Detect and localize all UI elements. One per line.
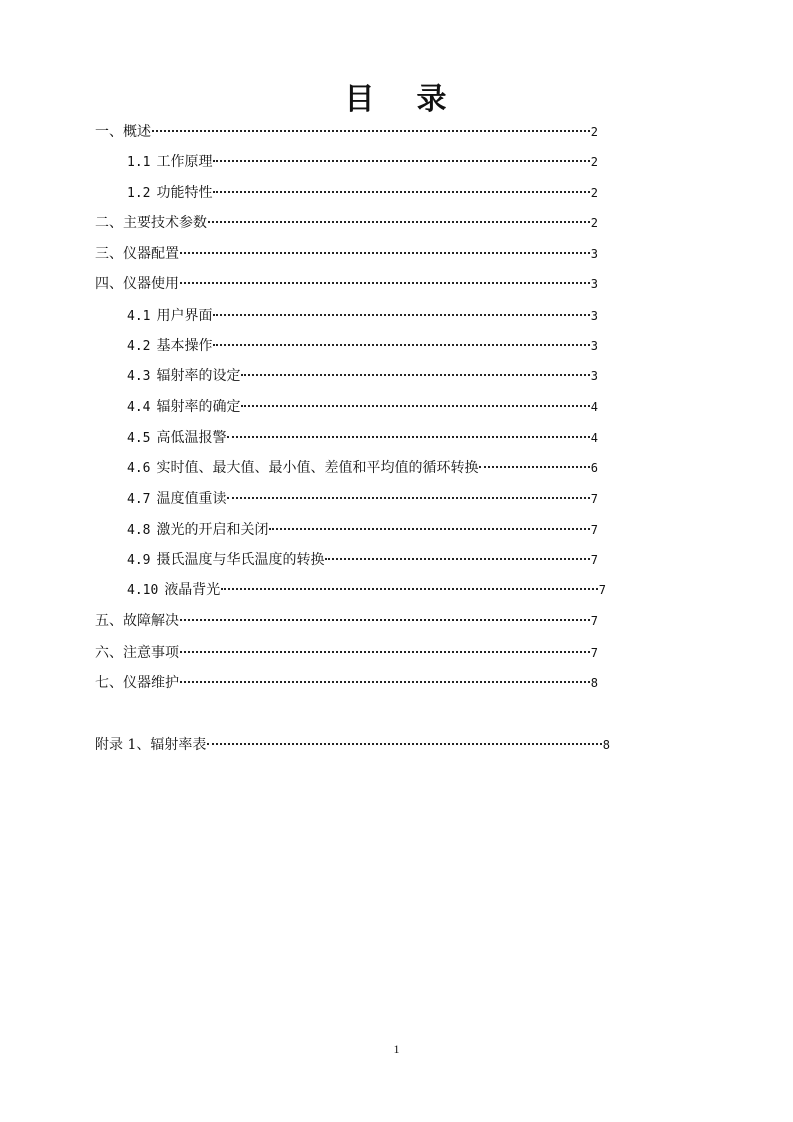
leader-dots [479, 466, 589, 468]
toc-entry-page: 3 [590, 247, 598, 261]
toc-entry-number: 1.1 [127, 155, 151, 170]
leader-dots [213, 314, 589, 316]
toc-entry-label: 激光的开启和关闭 [156, 522, 269, 538]
toc-entry-page: 3 [590, 339, 598, 353]
toc-entry-page: 4 [590, 431, 598, 445]
toc-entry-label: 摄氏温度与华氏温度的转换 [156, 552, 325, 568]
toc-entry-page: 7 [590, 492, 598, 506]
toc-entry[interactable] [127, 428, 598, 448]
toc-entry-number: 4.9 [127, 553, 151, 568]
toc-entry-label: 辐射率的确定 [156, 399, 241, 415]
leader-dots [180, 619, 590, 621]
toc-entry-page: 6 [590, 461, 598, 475]
toc-entry[interactable] [127, 520, 598, 540]
leader-dots [241, 374, 589, 376]
toc-entry[interactable] [95, 735, 610, 755]
toc-entry-label: 一、概述 [95, 124, 151, 140]
toc-entry-page: 7 [590, 553, 598, 567]
toc-entry[interactable] [127, 336, 598, 356]
toc-entry-page: 3 [590, 309, 598, 323]
toc-entry-label: 二、主要技术参数 [95, 215, 207, 231]
toc-entry-number: 1.2 [127, 186, 151, 201]
toc-entry-number: 4.3 [127, 369, 151, 384]
toc-entry[interactable] [127, 550, 598, 570]
toc-entry-label: 高低温报警 [156, 430, 227, 446]
toc-entry-label: 六、注意事项 [95, 645, 179, 661]
toc-entry[interactable] [127, 580, 606, 600]
leader-dots [180, 681, 590, 683]
toc-entry-label: 用户界面 [156, 308, 213, 324]
leader-dots [241, 405, 589, 407]
toc-entry[interactable] [95, 611, 598, 631]
toc-entry[interactable] [95, 244, 598, 264]
leader-dots [227, 497, 589, 499]
toc-entry-page: 2 [590, 186, 598, 200]
toc-entry-page: 2 [590, 125, 598, 139]
toc-entry-label: 液晶背光 [164, 582, 221, 598]
toc-entry-label: 辐射率的设定 [156, 368, 241, 384]
title-char-1: 目 [344, 82, 377, 117]
leader-dots [325, 558, 589, 560]
toc-entry-label: 功能特性 [156, 185, 213, 201]
title-char-2: 录 [416, 82, 449, 117]
toc-entry[interactable] [127, 306, 598, 326]
toc-entry-number: 4.10 [127, 583, 159, 598]
toc-entry-label: 七、仪器维护 [95, 675, 179, 691]
toc-entry-page: 7 [590, 523, 598, 537]
leader-dots [207, 743, 601, 745]
toc-entry-label: 附录 1、辐射率表 [95, 737, 207, 753]
leader-dots [180, 282, 590, 284]
toc-entry[interactable] [127, 489, 598, 509]
leader-dots [180, 651, 590, 653]
leader-dots [213, 191, 589, 193]
toc-entry-page: 7 [598, 583, 606, 597]
toc-entry-label: 五、故障解决 [95, 613, 179, 629]
leader-dots [213, 344, 589, 346]
leader-dots [221, 588, 597, 590]
toc-entry[interactable] [95, 643, 598, 663]
toc-entry-number: 4.5 [127, 431, 151, 446]
toc-entry[interactable] [127, 397, 598, 417]
toc-entry-page: 7 [590, 646, 598, 660]
toc-entry-page: 7 [590, 614, 598, 628]
toc-entry-label: 工作原理 [156, 154, 213, 170]
toc-entry[interactable] [95, 213, 598, 233]
leader-dots [213, 160, 589, 162]
leader-dots [180, 252, 590, 254]
toc-entry-number: 4.1 [127, 309, 151, 324]
toc-entry[interactable] [95, 673, 598, 693]
toc-entry-label: 温度值重读 [156, 491, 227, 507]
toc-entry[interactable] [127, 152, 598, 172]
leader-dots [227, 436, 589, 438]
toc-entry[interactable] [127, 183, 598, 203]
toc-entry-page: 2 [590, 155, 598, 169]
toc-entry-number: 4.6 [127, 461, 151, 476]
toc-entry-page: 8 [602, 738, 610, 752]
toc-entry[interactable] [95, 122, 598, 142]
toc-entry-label: 实时值、最大值、最小值、差值和平均值的循环转换 [156, 460, 479, 476]
toc-entry-number: 4.2 [127, 339, 151, 354]
toc-entry-label: 四、仪器使用 [95, 276, 179, 292]
toc-entry-label: 基本操作 [156, 338, 213, 354]
leader-dots [269, 528, 589, 530]
toc-entry-number: 4.4 [127, 400, 151, 415]
page-number: 1 [393, 1042, 400, 1056]
toc-entry[interactable] [95, 274, 598, 294]
toc-entry-page: 8 [590, 676, 598, 690]
toc-entry-page: 2 [590, 216, 598, 230]
toc-entry-label: 三、仪器配置 [95, 246, 179, 262]
toc-entry-page: 4 [590, 400, 598, 414]
toc-entry[interactable] [127, 366, 598, 386]
toc-entry-number: 4.7 [127, 492, 151, 507]
toc-entry-page: 3 [590, 277, 598, 291]
leader-dots [152, 130, 590, 132]
leader-dots [208, 221, 590, 223]
toc-entry-number: 4.8 [127, 523, 151, 538]
toc-entry[interactable] [127, 458, 598, 478]
toc-entry-page: 3 [590, 369, 598, 383]
